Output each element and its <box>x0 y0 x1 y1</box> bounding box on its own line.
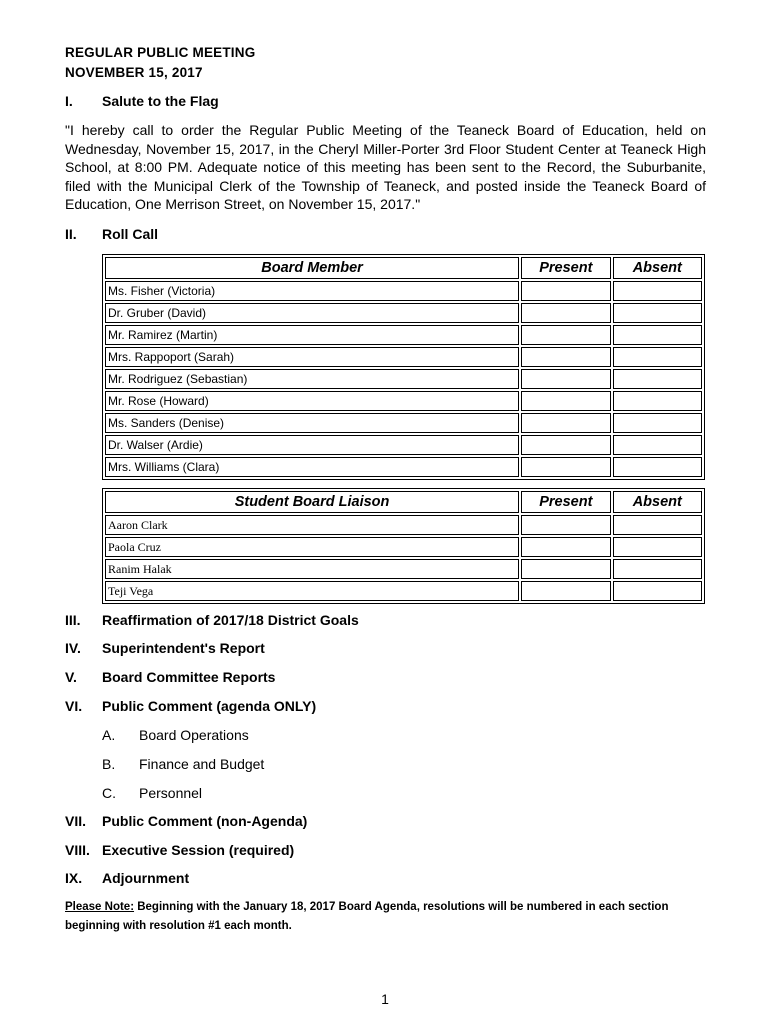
absent-checkbox-cell <box>613 413 702 433</box>
section-number: III. <box>65 612 81 628</box>
section-roll-call <box>65 226 158 242</box>
section-adjournment <box>65 870 189 886</box>
present-checkbox-cell <box>521 559 610 579</box>
section-title: Salute to the Flag <box>102 93 219 109</box>
item-label: Finance and Budget <box>139 756 265 772</box>
member-name: Dr. Gruber (David) <box>105 303 519 323</box>
board-member-header: Board Member <box>105 257 519 279</box>
item-label: Board Operations <box>139 727 249 743</box>
present-checkbox-cell <box>521 369 610 389</box>
member-name: Ranim Halak <box>105 559 519 579</box>
section-title: Superintendent's Report <box>102 640 265 656</box>
table-row <box>105 457 702 477</box>
table-row <box>105 581 702 601</box>
member-name: Aaron Clark <box>105 515 519 535</box>
call-to-order-text: "I hereby call to order the Regular Public Meeting of the Teaneck Board of Education, held on Wednesday, November 15, 2017, in the Cheryl Miller-Porter 3rd Floor Student Center at Teaneck High School, at 8:00 PM. Adequate notice of this meeting has been sent to the Record, the Suburbanite, filed with the Municipal Clerk of the Township of Teaneck, and posted inside the Teaneck Board of Education, One Merrison Street, on November 15, 2017." <box>65 122 706 212</box>
section-title: Board Committee Reports <box>102 669 276 685</box>
item-letter: B. <box>102 756 116 772</box>
member-name: Mr. Ramirez (Martin) <box>105 325 519 345</box>
present-checkbox-cell <box>521 457 610 477</box>
absent-checkbox-cell <box>613 457 702 477</box>
present-checkbox-cell <box>521 281 610 301</box>
present-checkbox-cell <box>521 347 610 367</box>
present-header: Present <box>521 257 610 279</box>
table-row <box>105 559 702 579</box>
section-number: IV. <box>65 640 81 656</box>
absent-header: Absent <box>613 257 702 279</box>
student-liaison-header: Student Board Liaison <box>105 491 519 513</box>
section-title: Public Comment (agenda ONLY) <box>102 698 317 714</box>
member-name: Ms. Sanders (Denise) <box>105 413 519 433</box>
section-number: VII. <box>65 813 87 829</box>
public-comment-item <box>102 727 249 743</box>
section-superintendent-report <box>65 640 265 656</box>
section-salute <box>65 93 219 109</box>
member-name: Mrs. Williams (Clara) <box>105 457 519 477</box>
member-name: Mrs. Rappoport (Sarah) <box>105 347 519 367</box>
table-row <box>105 537 702 557</box>
table-row <box>105 281 702 301</box>
absent-checkbox-cell <box>613 581 702 601</box>
section-reaffirmation <box>65 612 359 628</box>
present-checkbox-cell <box>521 303 610 323</box>
item-letter: C. <box>102 785 116 801</box>
board-roll-call-table <box>102 254 705 480</box>
section-number: I. <box>65 93 73 109</box>
table-row <box>105 325 702 345</box>
student-roll-call-table <box>102 488 705 604</box>
public-comment-item <box>102 785 202 801</box>
note-text: Beginning with the January 18, 2017 Board Agenda, resolutions will be numbered in each section beginning with resolution #1 each month. <box>65 901 669 932</box>
absent-checkbox-cell <box>613 559 702 579</box>
table-row <box>105 347 702 367</box>
member-name: Mr. Rose (Howard) <box>105 391 519 411</box>
present-checkbox-cell <box>521 435 610 455</box>
table-row <box>105 391 702 411</box>
absent-checkbox-cell <box>613 281 702 301</box>
meeting-title: REGULAR PUBLIC MEETING <box>65 45 256 60</box>
note-label: Please Note: <box>65 901 135 913</box>
section-committee-reports <box>65 669 275 685</box>
present-checkbox-cell <box>521 515 610 535</box>
section-number: II. <box>65 226 77 242</box>
item-label: Personnel <box>139 785 203 801</box>
absent-checkbox-cell <box>613 303 702 323</box>
meeting-date: NOVEMBER 15, 2017 <box>65 65 203 80</box>
present-header: Present <box>521 491 610 513</box>
absent-checkbox-cell <box>613 537 702 557</box>
present-checkbox-cell <box>521 537 610 557</box>
absent-checkbox-cell <box>613 325 702 345</box>
table-row <box>105 435 702 455</box>
page-number: 1 <box>381 991 389 1007</box>
table-row <box>105 515 702 535</box>
absent-header: Absent <box>613 491 702 513</box>
member-name: Ms. Fisher (Victoria) <box>105 281 519 301</box>
please-note <box>65 898 725 936</box>
section-title: Adjournment <box>102 870 190 886</box>
section-number: V. <box>65 669 77 685</box>
section-number: IX. <box>65 870 83 886</box>
absent-checkbox-cell <box>613 515 702 535</box>
table-row <box>105 413 702 433</box>
section-title: Reaffirmation of 2017/18 District Goals <box>102 612 359 628</box>
section-public-comment-agenda <box>65 698 316 714</box>
table-row <box>105 303 702 323</box>
section-executive-session <box>65 842 294 858</box>
section-title: Executive Session (required) <box>102 842 295 858</box>
absent-checkbox-cell <box>613 369 702 389</box>
section-public-comment-non-agenda <box>65 813 307 829</box>
board-table-body <box>105 281 702 477</box>
student-table-body <box>105 515 702 601</box>
item-letter: A. <box>102 727 116 743</box>
public-comment-item <box>102 756 264 772</box>
section-title: Public Comment (non-Agenda) <box>102 813 308 829</box>
present-checkbox-cell <box>521 581 610 601</box>
absent-checkbox-cell <box>613 435 702 455</box>
member-name: Teji Vega <box>105 581 519 601</box>
present-checkbox-cell <box>521 325 610 345</box>
table-row <box>105 369 702 389</box>
absent-checkbox-cell <box>613 347 702 367</box>
section-title: Roll Call <box>102 226 159 242</box>
section-number: VIII. <box>65 842 90 858</box>
present-checkbox-cell <box>521 391 610 411</box>
section-number: VI. <box>65 698 83 714</box>
absent-checkbox-cell <box>613 391 702 411</box>
member-name: Mr. Rodriguez (Sebastian) <box>105 369 519 389</box>
member-name: Paola Cruz <box>105 537 519 557</box>
member-name: Dr. Walser (Ardie) <box>105 435 519 455</box>
present-checkbox-cell <box>521 413 610 433</box>
